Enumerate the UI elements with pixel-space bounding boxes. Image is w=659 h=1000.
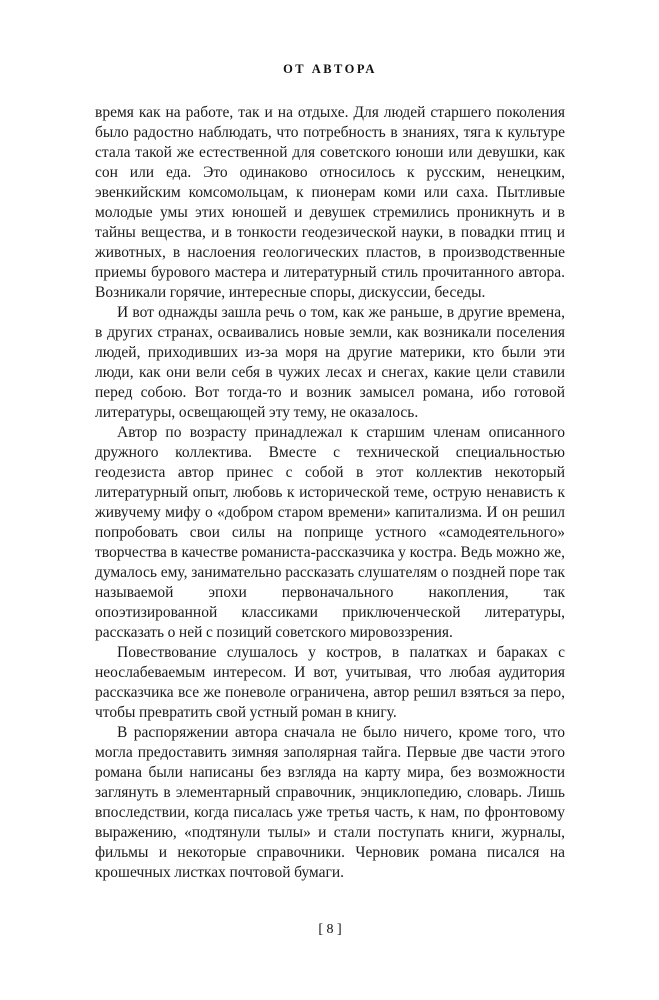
body-text: [95, 103, 565, 883]
paragraph: Автор по возрасту принадлежал к старшим членам описанного дружного коллектива. Вместе с технической специальностью геодезиста автор принес с собой в этот коллектив некоторый литературный опыт, любовь к исторической теме, острую ненависть к живучему мифу о «добром старом времени» капитализма. И он решил попробовать свои силы на поприще устного «самодеятельного» творчества в качестве романиста-рассказчика у костра. Ведь можно же, думалось ему, занимательно рассказать слушателям о поздней поре так называемой эпохи первоначального накопления, так опоэтизированной классиками приключенческой литературы, рассказать о ней с позиций советского мировоззрения.: [95, 424, 565, 641]
paragraph: И вот однажды зашла речь о том, как же раньше, в другие времена, в других странах, осваивались новые земли, как возникали поселения людей, приходивших из-за моря на другие материки, кто были эти люди, как они вели себя в чужих лесах и снегах, какие цели ставили перед собою. Вот тогда-то и возник замысел романа, ибо готовой литературы, освещающей эту тему, не оказалось.: [95, 304, 565, 421]
running-head: ОТ АВТОРА: [283, 62, 377, 76]
paragraph: В распоряжении автора сначала не было ничего, кроме того, что могла предоставить зимняя заполярная тайга. Первые две части этого романа были написаны без взгляда на карту мира, без возможности заглянуть в элементарный справочник, энциклопедию, словарь. Лишь впоследствии, когда писалась уже третья часть, к нам, по фронтовому выражению, «подтянули тылы» и стали поступать книги, журналы, фильмы и некоторые справочники. Черновик романа писался на крошечных листках почтовой бумаги.: [95, 724, 565, 881]
paragraph: время как на работе, так и на отдыхе. Для людей старшего поколения было радостно наблюдать, что потребность в знаниях, тяга к культуре стала такой же естественной для советского юноши или девушки, как сон или еда. Это одинаково относилось к русским, ненецким, эвенкийским комсомольцам, к пионерам коми или саха. Пытливые молодые умы этих юношей и девушек стремились проникнуть и в тайны вещества, и в тонкости геодезической науки, в повадки птиц и животных, в наслоения геологических пластов, в производственные приемы бурового мастера и литературный стиль прочитанного автора. Возникали горячие, интересные споры, дискуссии, беседы.: [95, 104, 565, 301]
page-number: [ 8 ]: [318, 922, 342, 937]
paragraph: Повествование слушалось у костров, в палатках и бараках с неослабеваемым интересом. И вот, учитывая, что любая аудитория рассказчика все же поневоле ограничена, автор решил взяться за перо, чтобы превратить свой устный роман в книгу.: [95, 644, 565, 721]
